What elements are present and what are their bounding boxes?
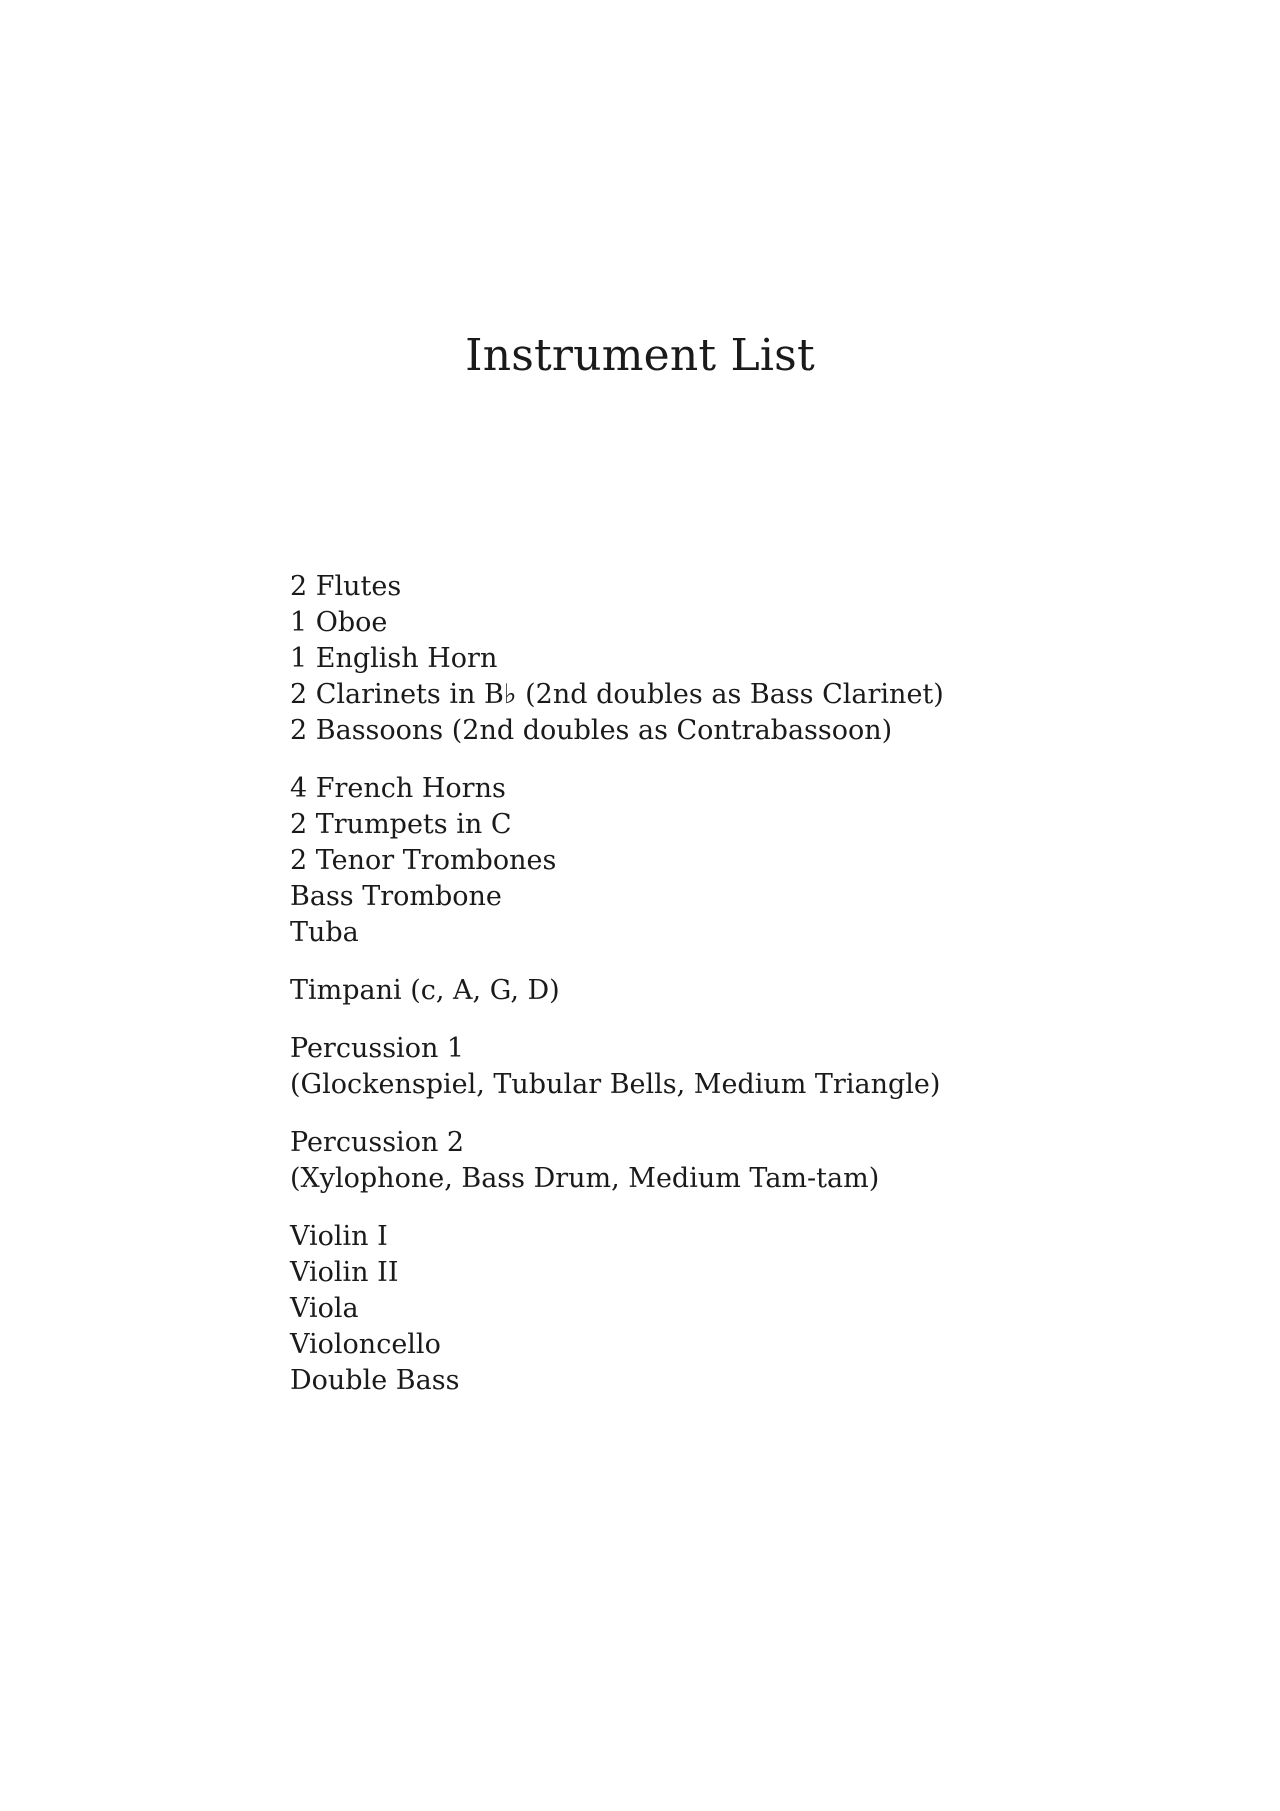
group-percussion-2: [290, 1125, 1190, 1197]
instrument-line: Percussion 1: [290, 1033, 465, 1064]
instrument-line: 2 Clarinets in B♭ (2nd doubles as Bass Clarinet): [290, 679, 944, 710]
group-woodwinds: [290, 569, 1190, 749]
instrument-line: 2 Tenor Trombones: [290, 845, 557, 876]
instrument-line: Timpani (c, A, G, D): [290, 975, 560, 1006]
page-title: Instrument List: [465, 330, 815, 381]
group-percussion-1: [290, 1031, 1190, 1103]
instrument-line: Double Bass: [290, 1365, 460, 1396]
instrument-line: Bass Trombone: [290, 881, 502, 912]
group-strings: [290, 1219, 1190, 1399]
instrument-line: 4 French Horns: [290, 773, 506, 804]
group-timpani: [290, 973, 1190, 1009]
instrument-line: Percussion 2: [290, 1127, 465, 1158]
instrument-line: 1 English Horn: [290, 643, 498, 674]
instrument-line: Tuba: [290, 917, 359, 948]
instrument-line: 2 Flutes: [290, 571, 402, 602]
instrument-line: 2 Trumpets in C: [290, 809, 512, 840]
instrument-line: (Xylophone, Bass Drum, Medium Tam-tam): [290, 1163, 880, 1194]
instrument-line: (Glockenspiel, Tubular Bells, Medium Triangle): [290, 1069, 941, 1100]
instrument-line: 1 Oboe: [290, 607, 388, 638]
instrument-line: Violin I: [290, 1221, 388, 1252]
instrument-line: Violin II: [290, 1257, 399, 1288]
instrument-line: Viola: [290, 1293, 359, 1324]
group-brass: [290, 771, 1190, 951]
instrument-line: Violoncello: [290, 1329, 441, 1360]
instrument-line: 2 Bassoons (2nd doubles as Contrabassoon): [290, 715, 893, 746]
instrument-list: [290, 569, 1190, 1421]
